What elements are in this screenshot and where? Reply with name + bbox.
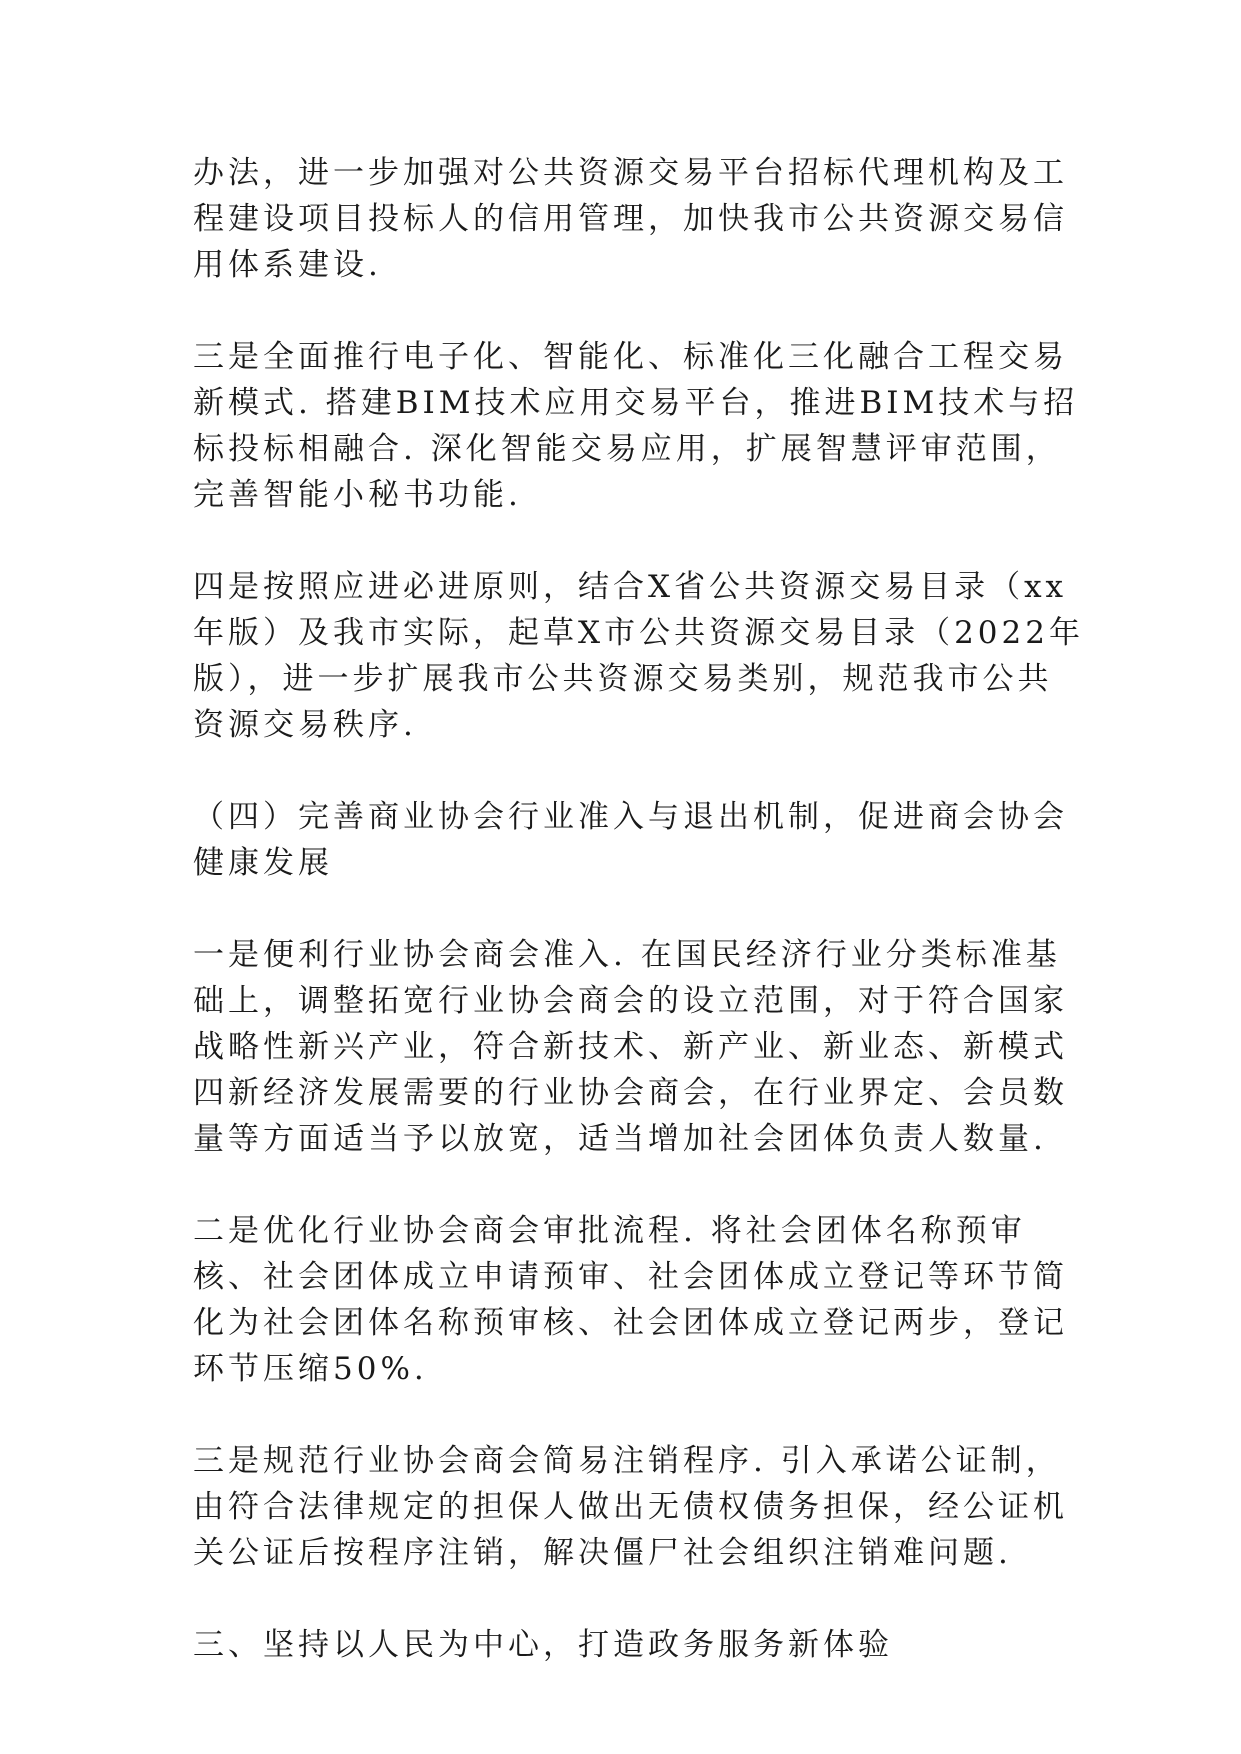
text-line: 量等方面适当予以放宽，适当增加社会团体负责人数量. [193,1121,1047,1157]
text-line: 四新经济发展需要的行业协会商会，在行业界定、会员数 [193,1075,1068,1111]
text-line: 用体系建设. [193,247,382,283]
text-line: 战略性新兴产业，符合新技术、新产业、新业态、新模式 [193,1029,1068,1065]
paragraph [193,932,1068,1162]
document-page [193,150,1084,1714]
section-heading [193,794,1068,886]
text-line: 核、社会团体成立申请预审、社会团体成立登记等环节简 [193,1259,1068,1295]
text-line: 版），进一步扩展我市公共资源交易类别，规范我市公共 [193,661,1053,697]
text-line: 新模式. 搭建BIM技术应用交易平台，推进BIM技术与招 [193,385,1079,421]
text-line: 三是规范行业协会商会简易注销程序. 引入承诺公证制， [193,1443,1061,1479]
text-line: 健康发展 [193,845,333,881]
text-line: 一是便利行业协会商会准入. 在国民经济行业分类标准基 [193,937,1061,973]
paragraph [193,564,1084,748]
text-line: 三、坚持以人民为中心，打造政务服务新体验 [193,1627,893,1663]
text-line: 程建设项目投标人的信用管理，加快我市公共资源交易信 [193,201,1068,237]
text-line: 由符合法律规定的担保人做出无债权债务担保，经公证机 [193,1489,1068,1525]
text-line: 础上，调整拓宽行业协会商会的设立范围，对于符合国家 [193,983,1068,1019]
paragraph [193,1208,1068,1392]
paragraph [193,150,1068,288]
text-line: 环节压缩50%. [193,1351,428,1387]
text-line: 年版）及我市实际，起草X市公共资源交易目录（2022年 [193,615,1084,651]
text-line: 四是按照应进必进原则，结合X省公共资源交易目录（xx [193,569,1068,605]
text-line: 标投标相融合. 深化智能交易应用，扩展智慧评审范围， [193,431,1061,467]
text-line: 完善智能小秘书功能. [193,477,522,513]
paragraph [193,1438,1068,1576]
text-line: （四）完善商业协会行业准入与退出机制，促进商会协会 [193,799,1068,835]
text-line: 关公证后按程序注销，解决僵尸社会组织注销难问题. [193,1535,1012,1571]
text-line: 三是全面推行电子化、智能化、标准化三化融合工程交易 [193,339,1068,375]
text-line: 二是优化行业协会商会审批流程. 将社会团体名称预审 [193,1213,1026,1249]
paragraph [193,334,1079,518]
section-heading [193,1622,1053,1668]
text-line: 办法，进一步加强对公共资源交易平台招标代理机构及工 [193,155,1068,191]
text-line: 化为社会团体名称预审核、社会团体成立登记两步，登记 [193,1305,1068,1341]
text-line: 资源交易秩序. [193,707,417,743]
